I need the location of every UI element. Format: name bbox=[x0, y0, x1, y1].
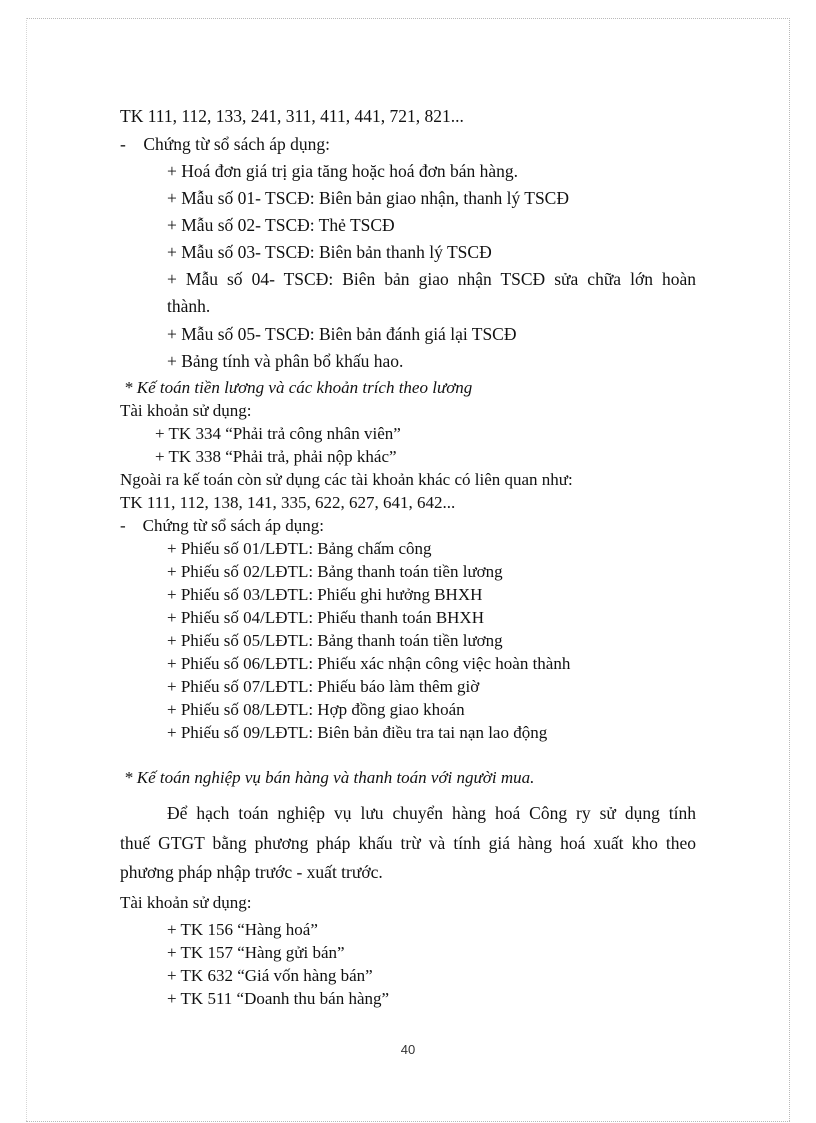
paragraph-line: Để hạch toán nghiệp vụ lưu chuyển hàng hoá Công ry sử dụng tính bbox=[167, 803, 696, 823]
account-list-line: TK 111, 112, 133, 241, 311, 411, 441, 721, 821... bbox=[120, 106, 464, 126]
accounts-used-label: Tài khoản sử dụng: bbox=[120, 893, 252, 912]
list-item: + Phiếu số 09/LĐTL: Biên bản điều tra tai nạn lao động bbox=[167, 723, 548, 742]
list-item: + TK 334 “Phải trả công nhân viên” bbox=[155, 424, 401, 443]
list-item: + TK 632 “Giá vốn hàng bán” bbox=[167, 966, 373, 985]
list-item: + Bảng tính và phân bổ khấu hao. bbox=[167, 351, 404, 371]
list-item: + Phiếu số 04/LĐTL: Phiếu thanh toán BHXH bbox=[167, 608, 484, 627]
section-heading: * Kế toán tiền lương và các khoản trích theo lương bbox=[124, 378, 473, 397]
list-item: + Phiếu số 01/LĐTL: Bảng chấm công bbox=[167, 539, 432, 558]
list-item: + Phiếu số 02/LĐTL: Bảng thanh toán tiền lương bbox=[167, 562, 503, 581]
page-border-left bbox=[26, 18, 27, 1121]
paragraph-line: thuế GTGT bằng phương pháp khấu trừ và tính giá hàng hoá xuất kho theo bbox=[120, 833, 696, 853]
list-item: + TK 511 “Doanh thu bán hàng” bbox=[167, 989, 390, 1008]
account-list-line: TK 111, 112, 138, 141, 335, 622, 627, 641, 642... bbox=[120, 493, 456, 512]
paragraph-line: Ngoài ra kế toán còn sử dụng các tài khoản khác có liên quan như: bbox=[120, 470, 573, 489]
list-item: + Mẫu số 01- TSCĐ: Biên bản giao nhận, thanh lý TSCĐ bbox=[167, 188, 569, 208]
paragraph-line: phương pháp nhập trước - xuất trước. bbox=[120, 862, 383, 882]
list-item: + Mẫu số 04- TSCĐ: Biên bản giao nhận TSCĐ sửa chữa lớn hoàn bbox=[167, 269, 696, 289]
documents-heading: - Chứng từ sổ sách áp dụng: bbox=[120, 134, 330, 154]
list-item: + Phiếu số 06/LĐTL: Phiếu xác nhận công việc hoàn thành bbox=[167, 654, 571, 673]
documents-heading: - Chứng từ sổ sách áp dụng: bbox=[120, 516, 324, 535]
section-heading: * Kế toán nghiệp vụ bán hàng và thanh toán với người mua. bbox=[124, 768, 535, 787]
page-number: 40 bbox=[400, 1042, 416, 1057]
list-item: + Mẫu số 05- TSCĐ: Biên bản đánh giá lại TSCĐ bbox=[167, 324, 517, 344]
list-item: + Mẫu số 03- TSCĐ: Biên bản thanh lý TSCĐ bbox=[167, 242, 492, 262]
list-item: + Phiếu số 05/LĐTL: Bảng thanh toán tiền lương bbox=[167, 631, 503, 650]
list-item: + Phiếu số 07/LĐTL: Phiếu báo làm thêm giờ bbox=[167, 677, 480, 696]
page-border-bottom bbox=[26, 1121, 790, 1122]
list-item: + TK 156 “Hàng hoá” bbox=[167, 920, 318, 939]
list-item-continuation: thành. bbox=[167, 296, 211, 316]
list-item: + Hoá đơn giá trị gia tăng hoặc hoá đơn bán hàng. bbox=[167, 161, 519, 181]
page-border-right bbox=[789, 18, 790, 1121]
list-item: + Mẫu số 02- TSCĐ: Thẻ TSCĐ bbox=[167, 215, 395, 235]
list-item: + Phiếu số 08/LĐTL: Hợp đồng giao khoán bbox=[167, 700, 465, 719]
accounts-used-label: Tài khoản sử dụng: bbox=[120, 401, 252, 420]
list-item: + TK 338 “Phải trả, phải nộp khác” bbox=[155, 447, 397, 466]
list-item: + Phiếu số 03/LĐTL: Phiếu ghi hưởng BHXH bbox=[167, 585, 483, 604]
list-item: + TK 157 “Hàng gửi bán” bbox=[167, 943, 345, 962]
page-border-top bbox=[26, 18, 790, 19]
